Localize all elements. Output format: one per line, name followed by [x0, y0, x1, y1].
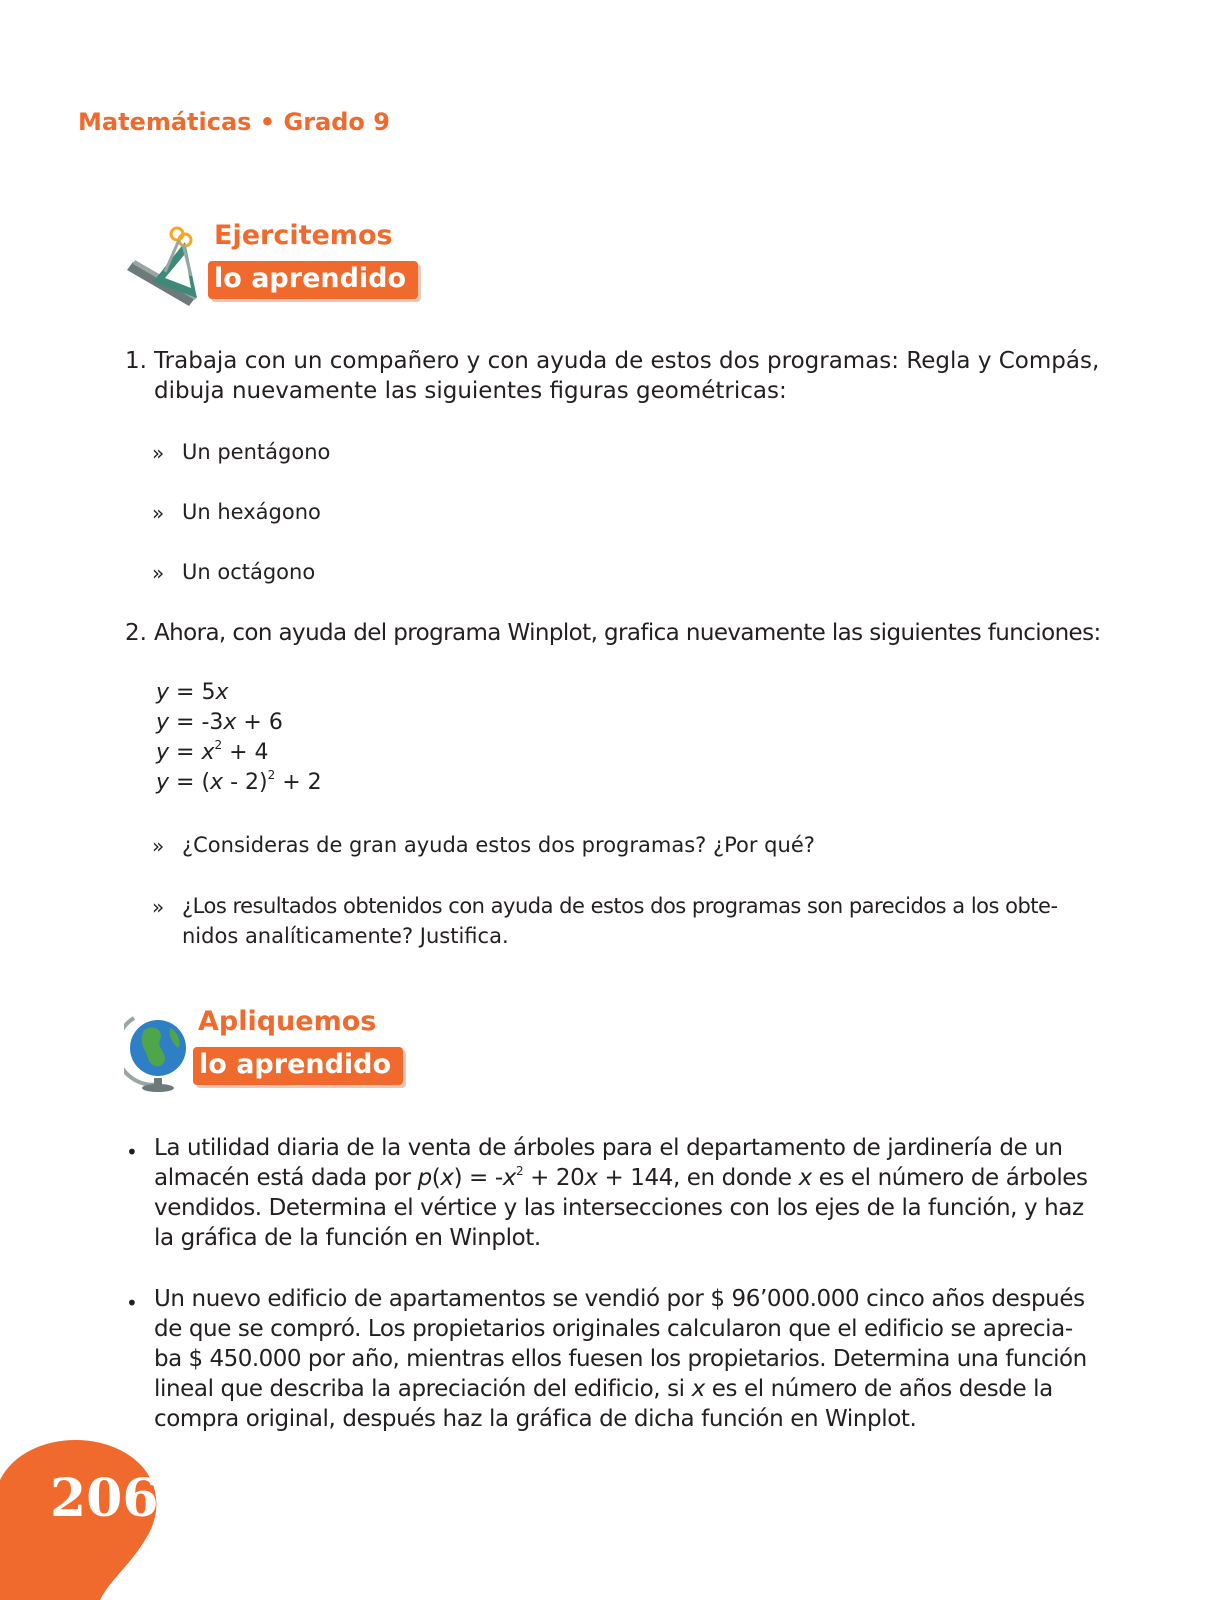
sub-marker: » — [152, 441, 165, 465]
paragraph-2-line-5: compra original, después haz la gráfica de dicha función en Winplot. — [154, 1406, 917, 1432]
paragraph-2-line-2: de que se compró. Los propietarios originales calcularon que el edificio se aprecia- — [154, 1316, 1073, 1342]
list-item: Un hexágono — [182, 500, 321, 524]
list-item-continuation: nidos analíticamente? Justifica. — [182, 924, 509, 948]
sub-marker: » — [152, 501, 165, 525]
globe-icon — [124, 1008, 190, 1094]
paragraph-1-line-4: la gráfica de la función en Winplot. — [154, 1225, 541, 1251]
question-2-text: Ahora, con ayuda del programa Winplot, grafica nuevamente las siguientes funciones: — [154, 620, 1101, 646]
question-1-line-2: dibuja nuevamente las siguientes figuras geométricas: — [154, 378, 787, 404]
sub-marker: » — [152, 834, 165, 858]
bullet-marker: • — [126, 1291, 138, 1315]
paragraph-1-line-2: almacén está dada por $p(x) = -x^2 + 20x + 144$, en donde x es el número de árboles — [154, 1164, 1088, 1191]
section-title-apliquemos: Apliquemos — [198, 1006, 377, 1037]
paragraph-2-line-4: lineal que describa la apreciación del edificio, si x es el número de años desde la — [154, 1376, 1053, 1402]
list-item: Un pentágono — [182, 440, 331, 464]
equation-3: $y = x^2 + 4$ — [156, 738, 269, 765]
ruler-compass-icon — [125, 222, 215, 306]
list-item: Un octágono — [182, 560, 316, 584]
equation-2: y = -3x + 6 — [156, 710, 283, 735]
page-number: 206 — [50, 1468, 159, 1529]
paragraph-1-line-3: vendidos. Determina el vértice y las intersecciones con los ejes de la función, y haz — [154, 1195, 1084, 1221]
question-2-number: 2. — [125, 620, 147, 646]
paragraph-1-line-1: La utilidad diaria de la venta de árboles para el departamento de jardinería de un — [154, 1135, 1063, 1161]
section-title-ejercitemos: Ejercitemos — [214, 220, 393, 251]
equation-1: y = 5x — [156, 680, 229, 705]
paragraph-2-line-1: Un nuevo edificio de apartamentos se vendió por $ 96’000.000 cinco años después — [154, 1286, 1085, 1312]
paragraph-2-line-3: ba $ 450.000 por año, mientras ellos fuesen los propietarios. Determina una función — [154, 1346, 1087, 1372]
list-item: ¿Consideras de gran ayuda estos dos programas? ¿Por qué? — [182, 833, 815, 857]
sub-marker: » — [152, 895, 165, 919]
bullet-marker: • — [126, 1140, 138, 1164]
question-1-line-1: Trabaja con un compañero y con ayuda de estos dos programas: Regla y Compás, — [154, 348, 1100, 374]
list-item: ¿Los resultados obtenidos con ayuda de estos dos programas son parecidos a los obte- — [182, 894, 1058, 918]
page-header: Matemáticas • Grado 9 — [78, 108, 390, 136]
question-1-number: 1. — [125, 348, 147, 374]
sub-marker: » — [152, 561, 165, 585]
section-subtitle-box: lo aprendido — [208, 261, 418, 299]
section-subtitle-box: lo aprendido — [193, 1047, 403, 1085]
equation-4: y = (x - 2)$^2$ + 2 — [156, 768, 322, 795]
